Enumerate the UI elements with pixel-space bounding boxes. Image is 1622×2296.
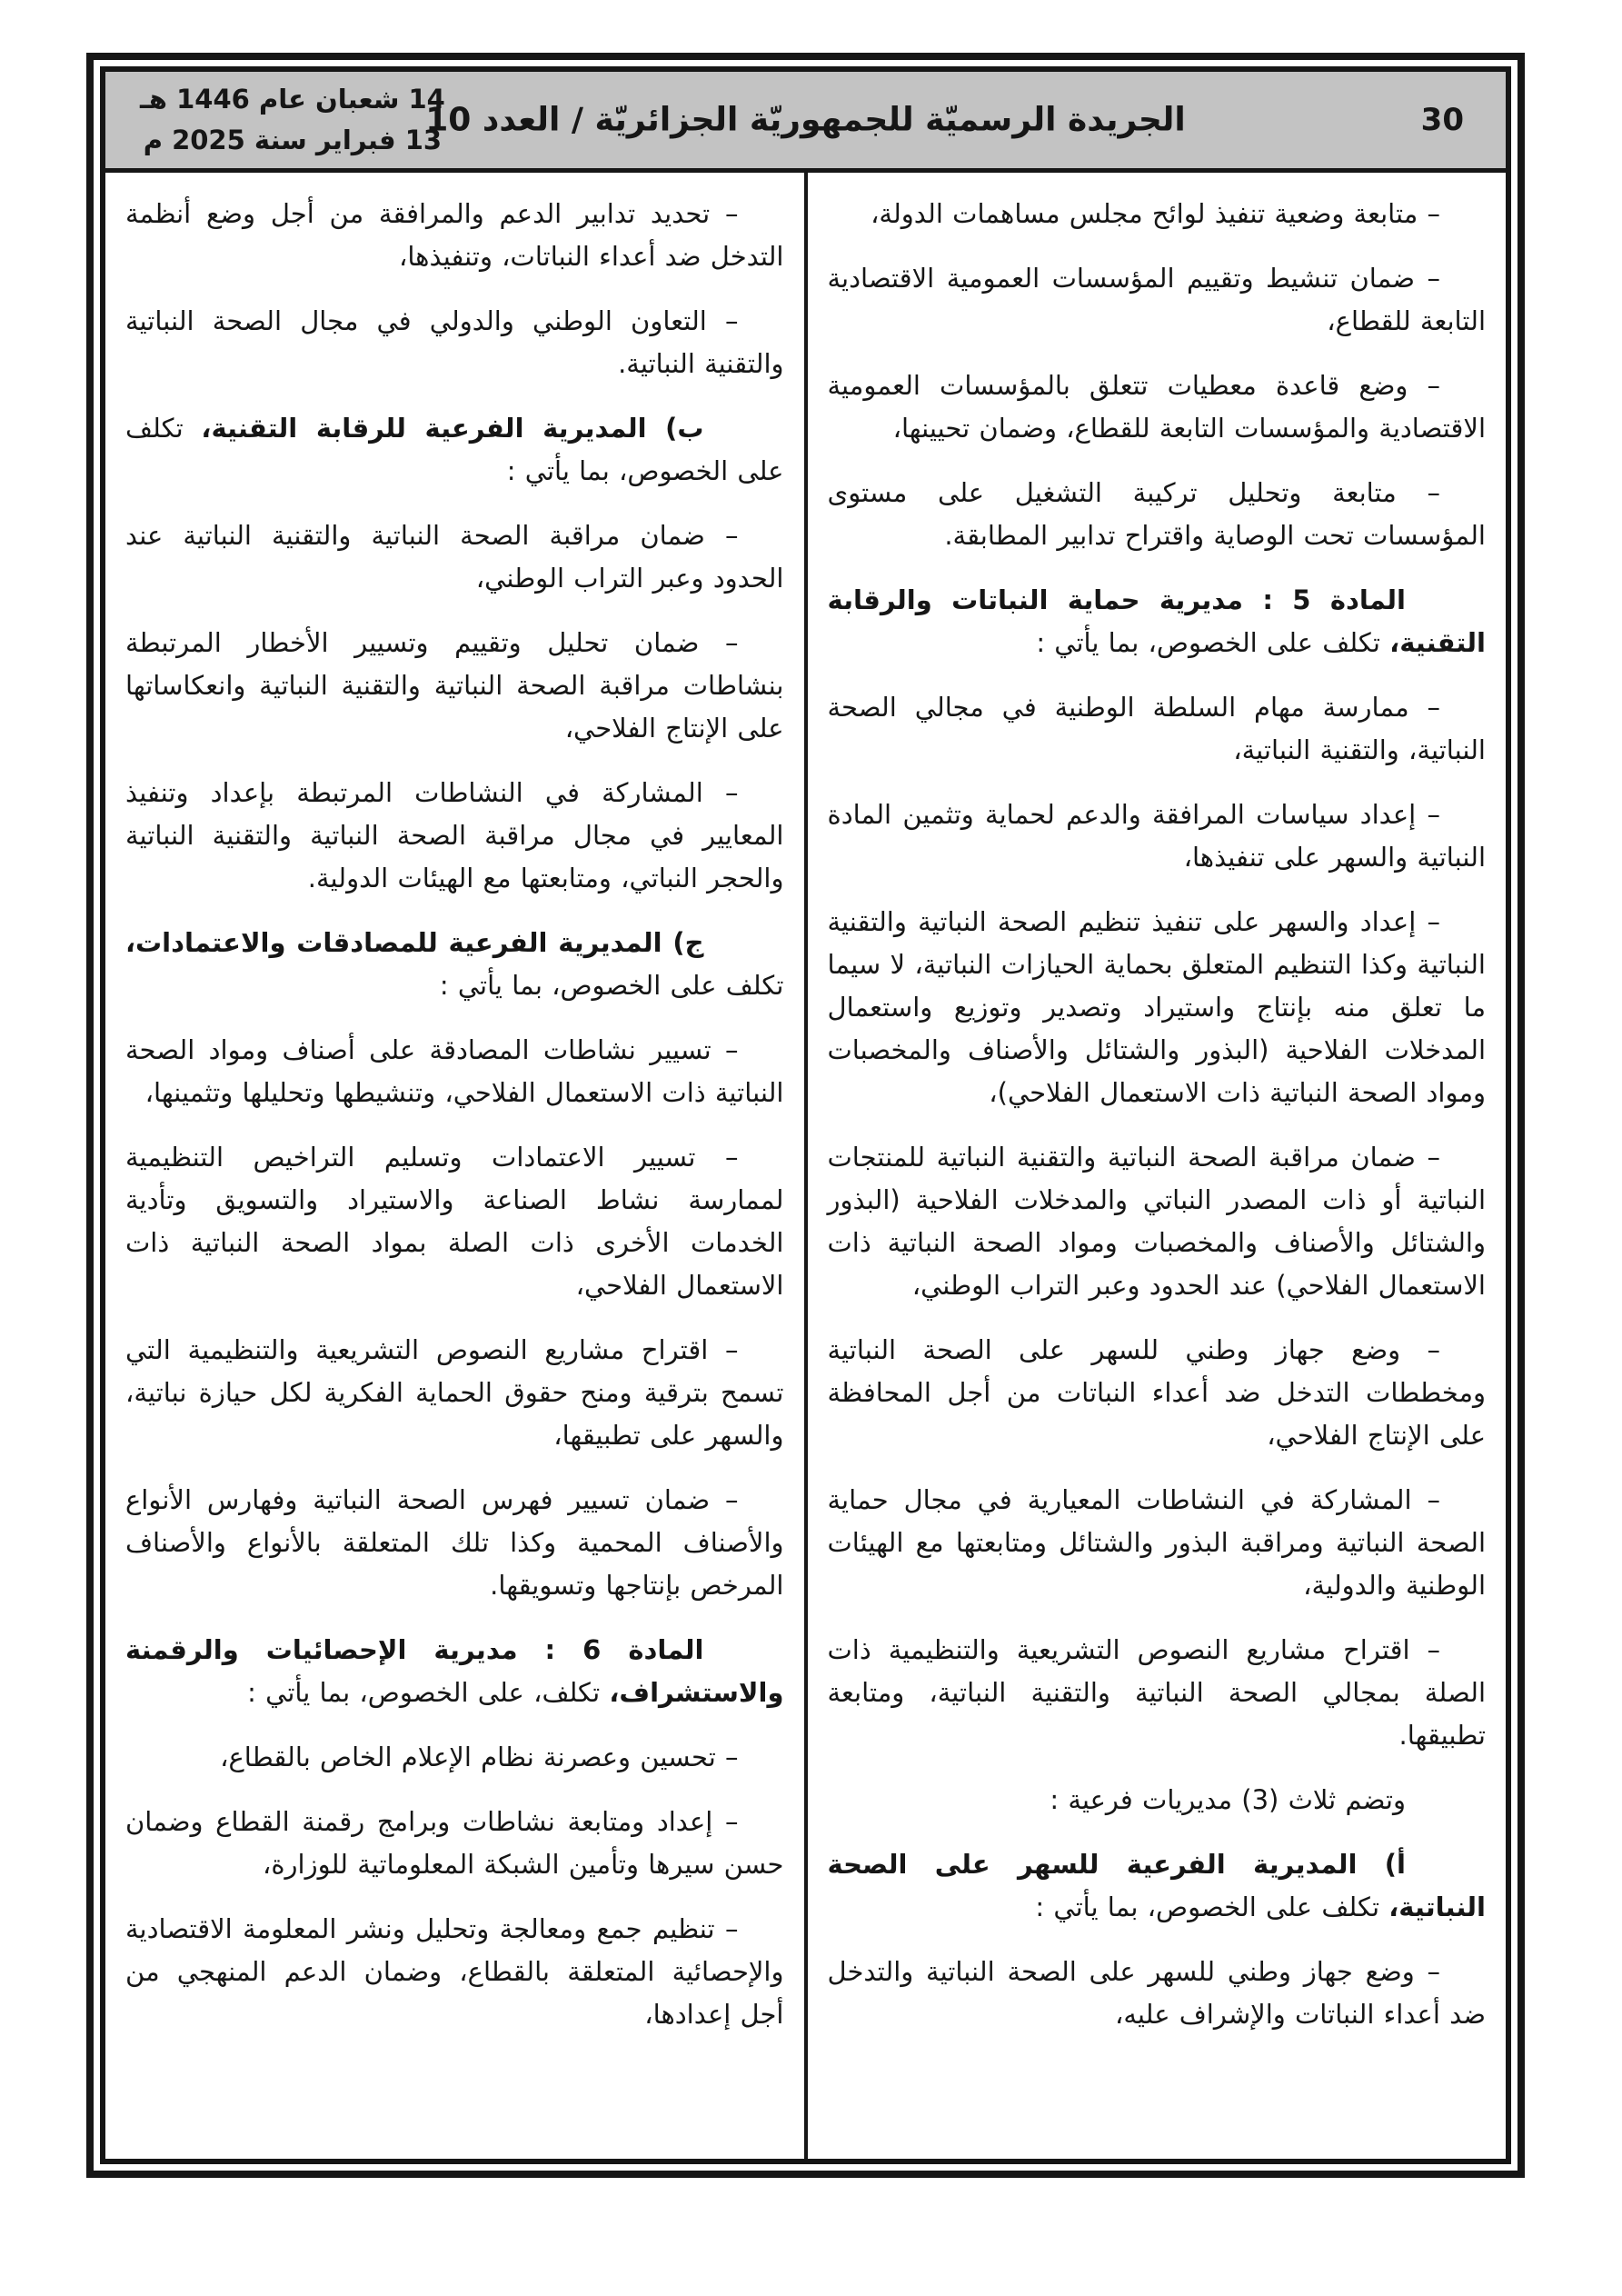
paragraph	[828, 1136, 1487, 1307]
column-left	[105, 173, 804, 2159]
subdirectorate-heading	[828, 1843, 1487, 1929]
article-title: المادة 5 : مديرية حماية النباتات والرقابة التقنية،	[827, 584, 1486, 658]
paragraph-text: – ضمان مراقبة الصحة النباتية والتقنية النباتية عند الحدود وعبر التراب الوطني،	[125, 520, 784, 594]
paragraph-text: – تحسين وعصرنة نظام الإعلام الخاص بالقطاع،	[220, 1742, 739, 1772]
paragraph	[828, 257, 1487, 343]
paragraph-text: – المشاركة في النشاطات المرتبطة بإعداد وتنفيذ المعايير في مجال مراقبة الصحة النباتية والتقنية النباتية والحجر النباتي، ومتابعتها مع الهيئات الدولية.	[125, 777, 784, 893]
paragraph-text: – ممارسة مهام السلطة الوطنية في مجالي الصحة النباتية، والتقنية النباتية،	[827, 692, 1486, 765]
paragraph-text: – متابعة وضعية تنفيذ لوائح مجلس مساهمات الدولة،	[871, 198, 1440, 229]
subdirectorate-heading	[125, 407, 784, 493]
paragraph	[828, 1479, 1487, 1607]
article-title: المادة 6 : مديرية الإحصائيات والرقمنة والاستشراف،	[125, 1634, 784, 1708]
paragraph	[125, 1801, 784, 1886]
paragraph	[125, 300, 784, 385]
subdirectorate-title: ج) المديرية الفرعية للمصادقات والاعتمادات،	[125, 927, 704, 958]
paragraph	[828, 364, 1487, 450]
date-gregorian: 13 فبراير سنة 2025 م	[143, 125, 443, 155]
paragraph-text: – وضع جهاز وطني للسهر على الصحة النباتية والتدخل ضد أعداء النباتات والإشراف عليه،	[827, 1956, 1486, 2030]
paragraph	[125, 1329, 784, 1457]
paragraph	[125, 1908, 784, 2036]
paragraph-text: – وضع قاعدة معطيات تتعلق بالمؤسسات العمومية الاقتصادية والمؤسسات التابعة للقطاع، وضمان تحيينها،	[827, 370, 1486, 444]
subdirectorate-heading	[125, 922, 784, 1007]
subdirectorate-title: ب) المديرية الفرعية للرقابة التقنية،	[201, 413, 704, 444]
paragraph	[828, 1629, 1487, 1757]
paragraph	[828, 193, 1487, 235]
column-divider	[804, 173, 808, 2159]
paragraph	[828, 1779, 1487, 1822]
paragraph	[828, 901, 1487, 1114]
paragraph-text: – التعاون الوطني والدولي في مجال الصحة النباتية والتقنية النباتية.	[125, 305, 784, 379]
paragraph-text: – تحديد تدابير الدعم والمرافقة من أجل وضع أنظمة التدخل ضد أعداء النباتات، وتنفيذها،	[125, 198, 784, 272]
paragraph-text: تكلف على الخصوص، بما يأتي :	[1035, 1892, 1389, 1922]
two-column-body	[105, 173, 1506, 2159]
paragraph	[828, 794, 1487, 879]
paragraph	[125, 1029, 784, 1114]
paragraph-text: – وضع جهاز وطني للسهر على الصحة النباتية ومخططات التدخل ضد أعداء النباتات من أجل المحافظة على الإنتاج الفلاحي،	[827, 1334, 1486, 1451]
gazette-page-frame	[86, 53, 1525, 2178]
paragraph-text: – تسيير نشاطات المصادقة على أصناف ومواد الصحة النباتية ذات الاستعمال الفلاحي، وتنشيطها وتحليلها وتثمينها،	[125, 1034, 784, 1108]
paragraph	[828, 686, 1487, 772]
paragraph-text: – تسيير الاعتمادات وتسليم التراخيص التنظيمية لممارسة نشاط الصناعة والاستيراد والتسويق وتأدية الخدمات الأخرى ذات الصلة بمواد الصحة النباتية ذات الاستعمال الفلاحي،	[125, 1142, 784, 1301]
paragraph	[125, 622, 784, 750]
article-heading	[828, 579, 1487, 664]
paragraph-text: تكلف على الخصوص، بما يأتي :	[1036, 627, 1390, 658]
page-number: 30	[1420, 102, 1464, 138]
paragraph-text: – المشاركة في النشاطات المعيارية في مجال حماية الصحة النباتية ومراقبة البذور والشتائل ومتابعتها مع الهيئات الوطنية والدولية،	[827, 1484, 1486, 1601]
paragraph-text: – تنظيم جمع ومعالجة وتحليل ونشر المعلومة الاقتصادية والإحصائية المتعلقة بالقطاع، وضمان الدعم المنهجي من أجل إعدادها،	[125, 1913, 784, 2030]
paragraph-text: وتضم ثلاث (3) مديريات فرعية :	[1050, 1784, 1406, 1815]
paragraph-text: – ضمان تسيير فهرس الصحة النباتية وفهارس الأنواع والأصناف المحمية وكذا تلك المتعلقة بالأنواع والأصناف المرخص بإنتاجها وتسويقها.	[125, 1484, 784, 1601]
paragraph	[828, 472, 1487, 557]
paragraph-text: تكلف على الخصوص، بما يأتي :	[439, 970, 784, 1001]
paragraph-text: تكلف على الخصوص، بما يأتي :	[125, 413, 784, 486]
paragraph	[125, 1136, 784, 1307]
journal-title: الجريدة الرسميّة للجمهوريّة الجزائريّة / العدد 10	[425, 101, 1186, 139]
column-right	[808, 173, 1507, 2159]
paragraph	[125, 1479, 784, 1607]
paragraph-text: – ضمان تحليل وتقييم وتسيير الأخطار المرتبطة بنشاطات مراقبة الصحة النباتية والتقنية النباتية وانعكاساتها على الإنتاج الفلاحي،	[125, 627, 784, 744]
paragraph-text: – إعداد ومتابعة نشاطات وبرامج رقمنة القطاع وضمان حسن سيرها وتأمين الشبكة المعلوماتية للوزارة،	[125, 1806, 784, 1880]
paragraph-text: – إعداد والسهر على تنفيذ تنظيم الصحة النباتية والتقنية النباتية وكذا التنظيم المتعلق بحماية الحيازات النباتية، لا سيما ما تعلق منه بإنتاج واستيراد وتصدير وتوزيع واستعمال المدخلات الفلاحية (البذور والشتائل والأصناف والمخصبات ومواد الصحة النباتية ذات الاستعمال الفلاحي)،	[827, 906, 1486, 1108]
paragraph	[125, 514, 784, 600]
paragraph-text: – ضمان مراقبة الصحة النباتية والتقنية النباتية للمنتجات النباتية أو ذات المصدر النباتي والمدخلات الفلاحية (البذور والشتائل والأصناف والمخصبات ومواد الصحة النباتية ذات الاستعمال الفلاحي) عند الحدود وعبر التراب الوطني،	[827, 1142, 1486, 1301]
paragraph-text: – اقتراح مشاريع النصوص التشريعية والتنظيمية التي تسمح بترقية ومنح حقوق الحماية الفكرية لكل حيازة نباتية، والسهر على تطبيقها،	[125, 1334, 784, 1451]
article-heading	[125, 1629, 784, 1714]
paragraph-text: – ضمان تنشيط وتقييم المؤسسات العمومية الاقتصادية التابعة للقطاع،	[827, 263, 1486, 336]
paragraph-text: – إعداد سياسات المرافقة والدعم لحماية وتثمين المادة النباتية والسهر على تنفيذها،	[827, 799, 1486, 873]
subdirectorate-title: أ) المديرية الفرعية للسهر على الصحة النباتية،	[827, 1849, 1486, 1922]
paragraph	[828, 1951, 1487, 2036]
page-header	[105, 72, 1506, 173]
inner-frame	[100, 66, 1511, 2164]
paragraph-text: – متابعة وتحليل تركيبة التشغيل على مستوى المؤسسات تحت الوصاية واقتراح تدابير المطابقة.	[827, 477, 1486, 551]
paragraph	[125, 1736, 784, 1779]
paragraph-text: تكلف، على الخصوص، بما يأتي :	[247, 1677, 610, 1708]
paragraph-text: – اقتراح مشاريع النصوص التشريعية والتنظيمية ذات الصلة بمجالي الصحة النباتية والتقنية النباتية، ومتابعة تطبيقها.	[827, 1634, 1486, 1751]
paragraph	[125, 772, 784, 900]
paragraph	[828, 1329, 1487, 1457]
date-hijri: 14 شعبان عام 1446 هـ	[140, 84, 445, 115]
paragraph	[125, 193, 784, 278]
